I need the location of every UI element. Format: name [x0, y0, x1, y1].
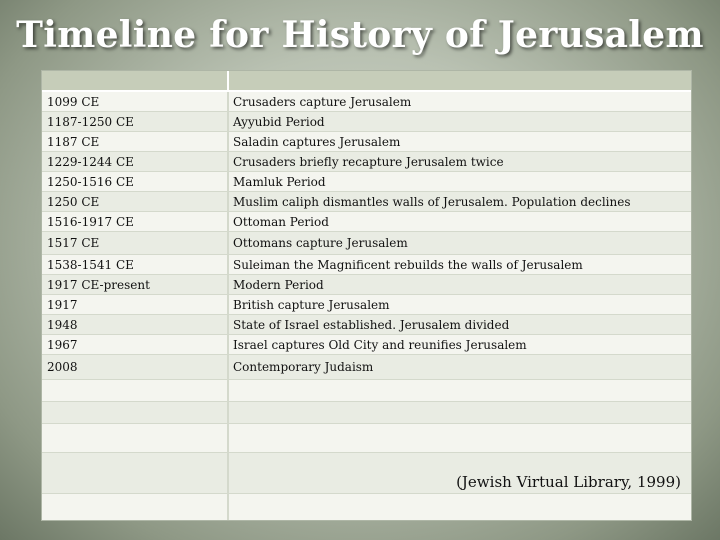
date-cell: 1187-1250 CE	[42, 112, 229, 131]
event-cell: Ottoman Period	[233, 214, 329, 229]
date-cell: 1099 CE	[42, 92, 229, 111]
date-cell: 1917	[42, 295, 229, 314]
table-row	[42, 275, 691, 295]
citation-cell	[229, 453, 691, 493]
table-row	[42, 295, 691, 315]
table-row	[42, 152, 691, 172]
empty-cell	[42, 402, 229, 423]
empty-cell	[229, 424, 691, 452]
event-cell: Muslim caliph dismantles walls of Jerusalem. Population declines	[233, 194, 631, 209]
date-cell: 1229-1244 CE	[42, 152, 229, 171]
empty-cell	[229, 380, 691, 401]
empty-cell	[42, 453, 229, 493]
date-cell: 1917 CE-present	[42, 275, 229, 294]
event-cell: Contemporary Judaism	[233, 360, 374, 374]
table-row	[42, 255, 691, 275]
table-row	[42, 335, 691, 355]
empty-row	[42, 494, 691, 520]
citation-text: (Jewish Virtual Library, 1999)	[456, 473, 681, 491]
citation-row	[42, 453, 691, 494]
table-row	[42, 92, 691, 112]
date-cell: 1538-1541 CE	[42, 255, 229, 274]
event-cell: Ottomans capture Jerusalem	[233, 236, 408, 250]
table-row	[42, 132, 691, 152]
event-cell: British capture Jerusalem	[233, 297, 390, 312]
table-row	[42, 315, 691, 335]
date-cell: 1948	[42, 315, 229, 334]
empty-cell	[229, 494, 691, 520]
date-cell: 1516-1917 CE	[42, 212, 229, 231]
event-cell: Crusaders capture Jerusalem	[233, 94, 412, 109]
empty-cell	[42, 424, 229, 452]
event-cell: Ayyubid Period	[233, 114, 325, 129]
table-row	[42, 212, 691, 232]
table-header-row	[42, 71, 691, 92]
event-cell: Suleiman the Magnificent rebuilds the walls of Jerusalem	[233, 257, 583, 272]
date-cell: 1250-1516 CE	[42, 172, 229, 191]
event-cell: Mamluk Period	[233, 174, 326, 189]
event-cell: Saladin captures Jerusalem	[233, 134, 401, 149]
table-row	[42, 232, 691, 255]
date-cell: 1250 CE	[42, 192, 229, 211]
event-cell: Modern Period	[233, 277, 324, 292]
empty-row	[42, 402, 691, 424]
slide-title: Timeline for History of Jerusalem	[16, 14, 704, 56]
date-cell: 1517 CE	[42, 232, 229, 254]
date-cell: 1187 CE	[42, 132, 229, 151]
empty-row	[42, 380, 691, 402]
header-cell-event	[229, 71, 691, 90]
table-row	[42, 172, 691, 192]
event-cell: State of Israel established. Jerusalem divided	[233, 317, 510, 332]
timeline-table	[41, 70, 692, 521]
event-cell: Crusaders briefly recapture Jerusalem twice	[233, 154, 504, 169]
table-row	[42, 355, 691, 380]
empty-cell	[229, 402, 691, 423]
empty-row	[42, 424, 691, 453]
date-cell: 1967	[42, 335, 229, 354]
table-row	[42, 192, 691, 212]
date-cell: 2008	[42, 355, 229, 379]
empty-cell	[42, 494, 229, 520]
empty-cell	[42, 380, 229, 401]
table-row	[42, 112, 691, 132]
event-cell: Israel captures Old City and reunifies Jerusalem	[233, 337, 527, 352]
header-cell-date	[42, 71, 229, 90]
